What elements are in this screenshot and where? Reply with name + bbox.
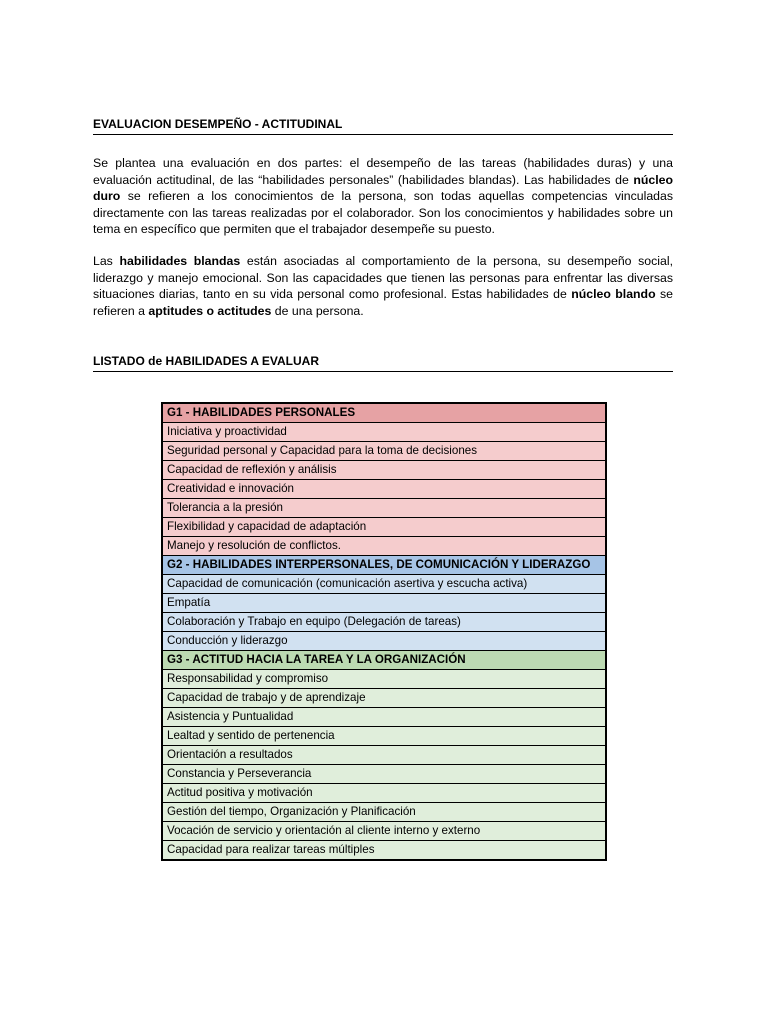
soft-bold-habilidades-blandas: habilidades blandas <box>119 254 241 268</box>
skill-row <box>162 423 606 442</box>
skill-item: Flexibilidad y capacidad de adaptación <box>162 518 606 537</box>
intro-text-a: Se plantea una evaluación en dos partes: el desempeño de las tareas (habilidades duras) y una evaluación actitudinal, de las “habilidades personales” (habilidades blandas). Las habilidades de <box>93 156 673 187</box>
skill-row <box>162 594 606 613</box>
skill-item: Capacidad de reflexión y análisis <box>162 461 606 480</box>
skill-row <box>162 689 606 708</box>
skill-item: Capacidad de trabajo y de aprendizaje <box>162 689 606 708</box>
skill-row <box>162 613 606 632</box>
skill-row <box>162 575 606 594</box>
skill-item: Iniciativa y proactividad <box>162 423 606 442</box>
soft-text-e: se refieren a <box>93 287 673 318</box>
skill-item: Gestión del tiempo, Organización y Planificación <box>162 803 606 822</box>
group-header-row-g3 <box>162 651 606 670</box>
skill-item: Capacidad de comunicación (comunicación asertiva y escucha activa) <box>162 575 606 594</box>
skill-row <box>162 461 606 480</box>
skill-row <box>162 746 606 765</box>
group-title: G3 - ACTITUD HACIA LA TAREA Y LA ORGANIZACIÓN <box>162 651 606 670</box>
skill-row <box>162 480 606 499</box>
group-header-row-g2 <box>162 556 606 575</box>
skill-item: Tolerancia a la presión <box>162 499 606 518</box>
skill-item: Capacidad para realizar tareas múltiples <box>162 841 606 861</box>
skill-row <box>162 537 606 556</box>
skill-item: Conducción y liderazgo <box>162 632 606 651</box>
skill-item: Vocación de servicio y orientación al cliente interno y externo <box>162 822 606 841</box>
skill-item: Responsabilidad y compromiso <box>162 670 606 689</box>
soft-bold-aptitudes: aptitudes o actitudes <box>148 303 272 318</box>
skill-row <box>162 518 606 537</box>
skill-item: Actitud positiva y motivación <box>162 784 606 803</box>
intro-paragraph <box>93 155 673 238</box>
skills-table-body <box>162 403 606 860</box>
section-heading-evaluacion: EVALUACION DESEMPEÑO - ACTITUDINAL <box>93 117 673 135</box>
skill-row <box>162 784 606 803</box>
soft-bold-nucleo-blando: núcleo blando <box>571 287 656 301</box>
skill-row <box>162 841 606 861</box>
skill-row <box>162 708 606 727</box>
soft-text-a: Las <box>93 254 120 268</box>
skill-row <box>162 803 606 822</box>
section-heading-listado: LISTADO de HABILIDADES A EVALUAR <box>93 354 673 372</box>
group-header-row-g1 <box>162 403 606 423</box>
skills-table <box>161 402 607 861</box>
skill-item: Lealtad y sentido de pertenencia <box>162 727 606 746</box>
skill-item: Asistencia y Puntualidad <box>162 708 606 727</box>
skill-item: Manejo y resolución de conflictos. <box>162 537 606 556</box>
skill-row <box>162 632 606 651</box>
group-title: G2 - HABILIDADES INTERPERSONALES, DE COMUNICACIÓN Y LIDERAZGO <box>162 556 606 575</box>
skill-row <box>162 727 606 746</box>
skill-item: Constancia y Perseverancia <box>162 765 606 784</box>
skill-row <box>162 822 606 841</box>
soft-text-g: de una persona. <box>271 303 364 318</box>
soft-skills-paragraph <box>93 253 673 319</box>
skill-row <box>162 442 606 461</box>
soft-text-c: están asociadas al comportamiento de la persona, su desempeño social, liderazgo y manejo emocional. Son las capacidades que tienen las personas para enfrentar las diversas situaciones diarias, tanto en su vida personal como profesional. Estas habilidades de <box>93 254 673 301</box>
skill-row <box>162 670 606 689</box>
skill-item: Creatividad e innovación <box>162 480 606 499</box>
skill-row <box>162 499 606 518</box>
skill-item: Colaboración y Trabajo en equipo (Delegación de tareas) <box>162 613 606 632</box>
intro-bold-nucleo-duro: núcleo duro <box>93 172 673 203</box>
intro-text-c: se refieren a los conocimientos de la persona, son todas aquellas competencias vinculadas directamente con las tareas realizadas por el colaborador. Son los conocimientos y habilidades sobre un tema en específico que permiten que el trabajador desempeñe su puesto. <box>93 189 673 236</box>
skill-item: Seguridad personal y Capacidad para la toma de decisiones <box>162 442 606 461</box>
group-title: G1 - HABILIDADES PERSONALES <box>162 403 606 423</box>
skill-item: Orientación a resultados <box>162 746 606 765</box>
skill-item: Empatía <box>162 594 606 613</box>
skill-row <box>162 765 606 784</box>
